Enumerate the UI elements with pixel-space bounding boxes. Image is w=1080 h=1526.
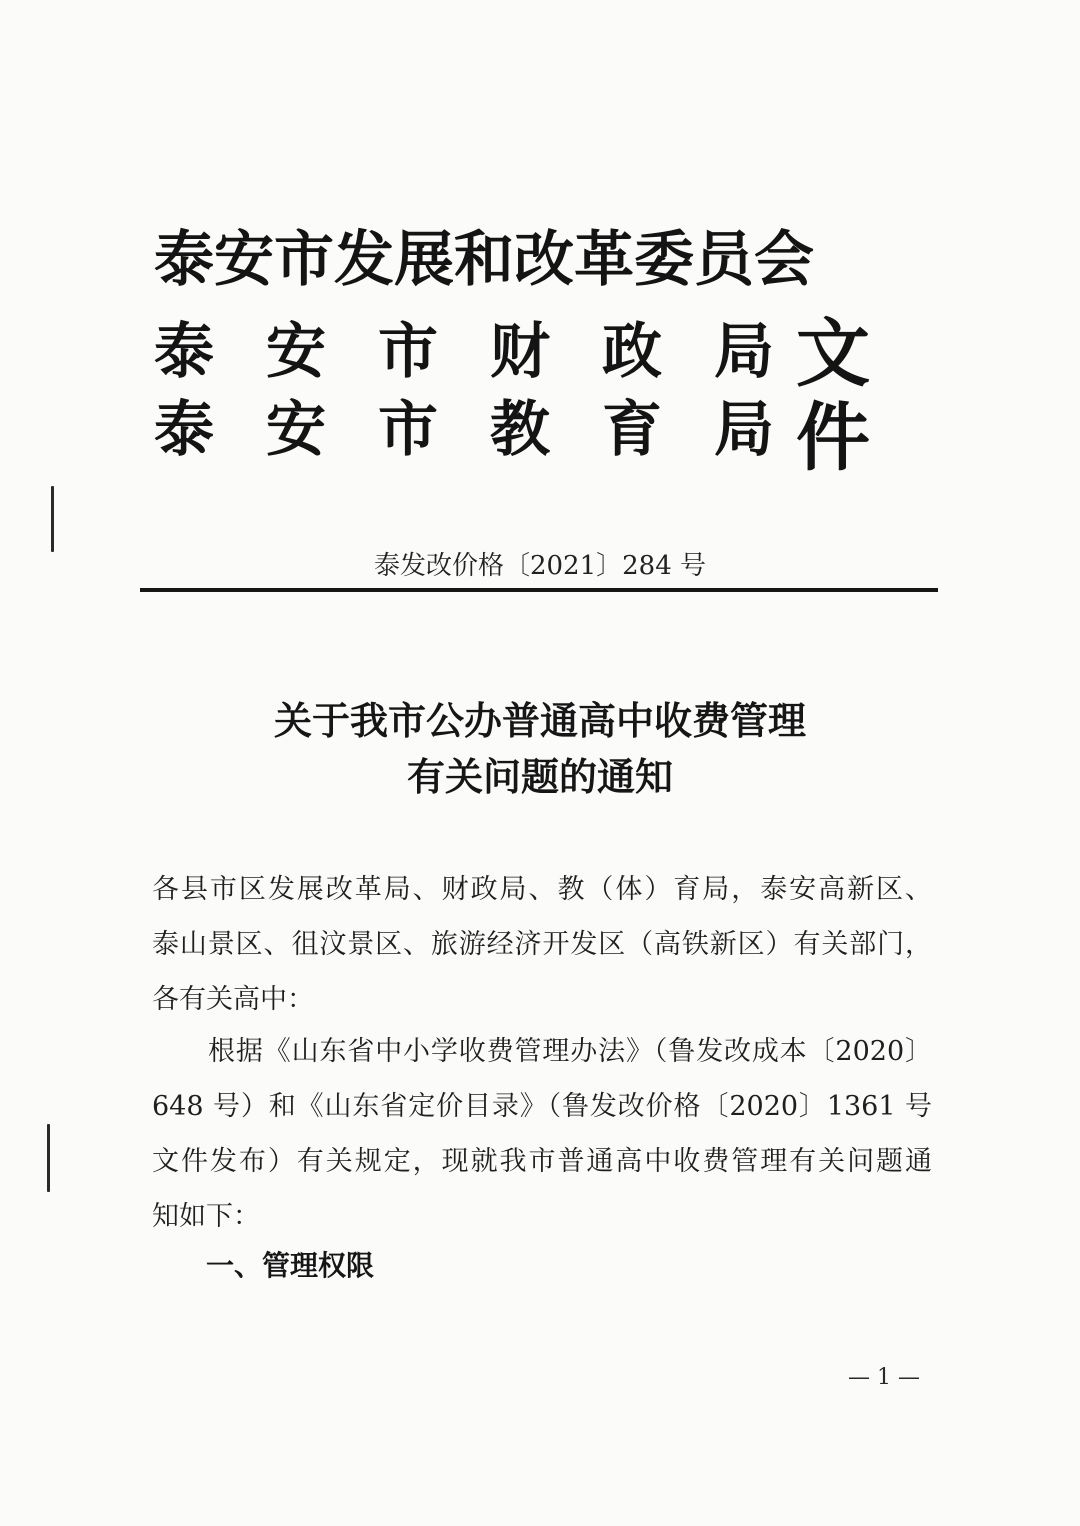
paragraph-line: 知如下：	[152, 1201, 260, 1232]
issuer-char: 局	[714, 395, 774, 465]
notice-title-line-2: 有关问题的通知	[406, 755, 673, 799]
paragraph-line: 根据《山东省中小学收费管理办法》（鲁发改成本〔2020〕	[208, 1036, 932, 1067]
document-word: 文件	[796, 311, 872, 481]
issuer-char: 安	[266, 317, 326, 387]
issuer-char: 局	[714, 317, 774, 387]
addressee-line: 各有关高中：	[152, 984, 314, 1015]
addressee-line: 泰山景区、徂汶景区、旅游经济开发区（高铁新区）有关部门，	[152, 929, 932, 960]
paragraph-line: 648 号）和《山东省定价目录》（鲁发改价格〔2020〕1361 号	[152, 1091, 932, 1122]
issuer-line-3	[154, 390, 774, 470]
issuer-char: 泰	[154, 395, 214, 465]
issuer-char: 财	[490, 317, 550, 387]
issuer-char: 安	[266, 395, 326, 465]
page-number: — 1 —	[848, 1365, 920, 1390]
document-number: 泰发改价格〔2021〕284 号	[373, 551, 707, 581]
issuer-char: 教	[490, 395, 550, 465]
issuer-line-1: 泰安市发展和改革委员会	[154, 225, 814, 295]
issuer-line-2	[154, 312, 774, 392]
section-heading: 一、管理权限	[206, 1249, 375, 1282]
issuer-char: 市	[378, 317, 438, 387]
issuer-char: 泰	[154, 317, 214, 387]
issuer-header	[154, 210, 944, 480]
issuer-char: 育	[602, 395, 662, 465]
notice-title-line-1: 关于我市公办普通高中收费管理	[273, 699, 806, 743]
paragraph-line: 文件发布）有关规定，现就我市普通高中收费管理有关问题通	[152, 1146, 932, 1177]
issuer-char: 政	[602, 317, 662, 387]
addressee-line: 各县市区发展改革局、财政局、教（体）育局，泰安高新区、	[152, 874, 932, 905]
header-divider	[140, 588, 938, 592]
binding-mark	[47, 1124, 50, 1192]
issuer-char: 市	[378, 395, 438, 465]
addressee-block	[152, 862, 932, 1027]
binding-mark	[51, 486, 54, 552]
body-paragraph	[152, 1024, 932, 1244]
